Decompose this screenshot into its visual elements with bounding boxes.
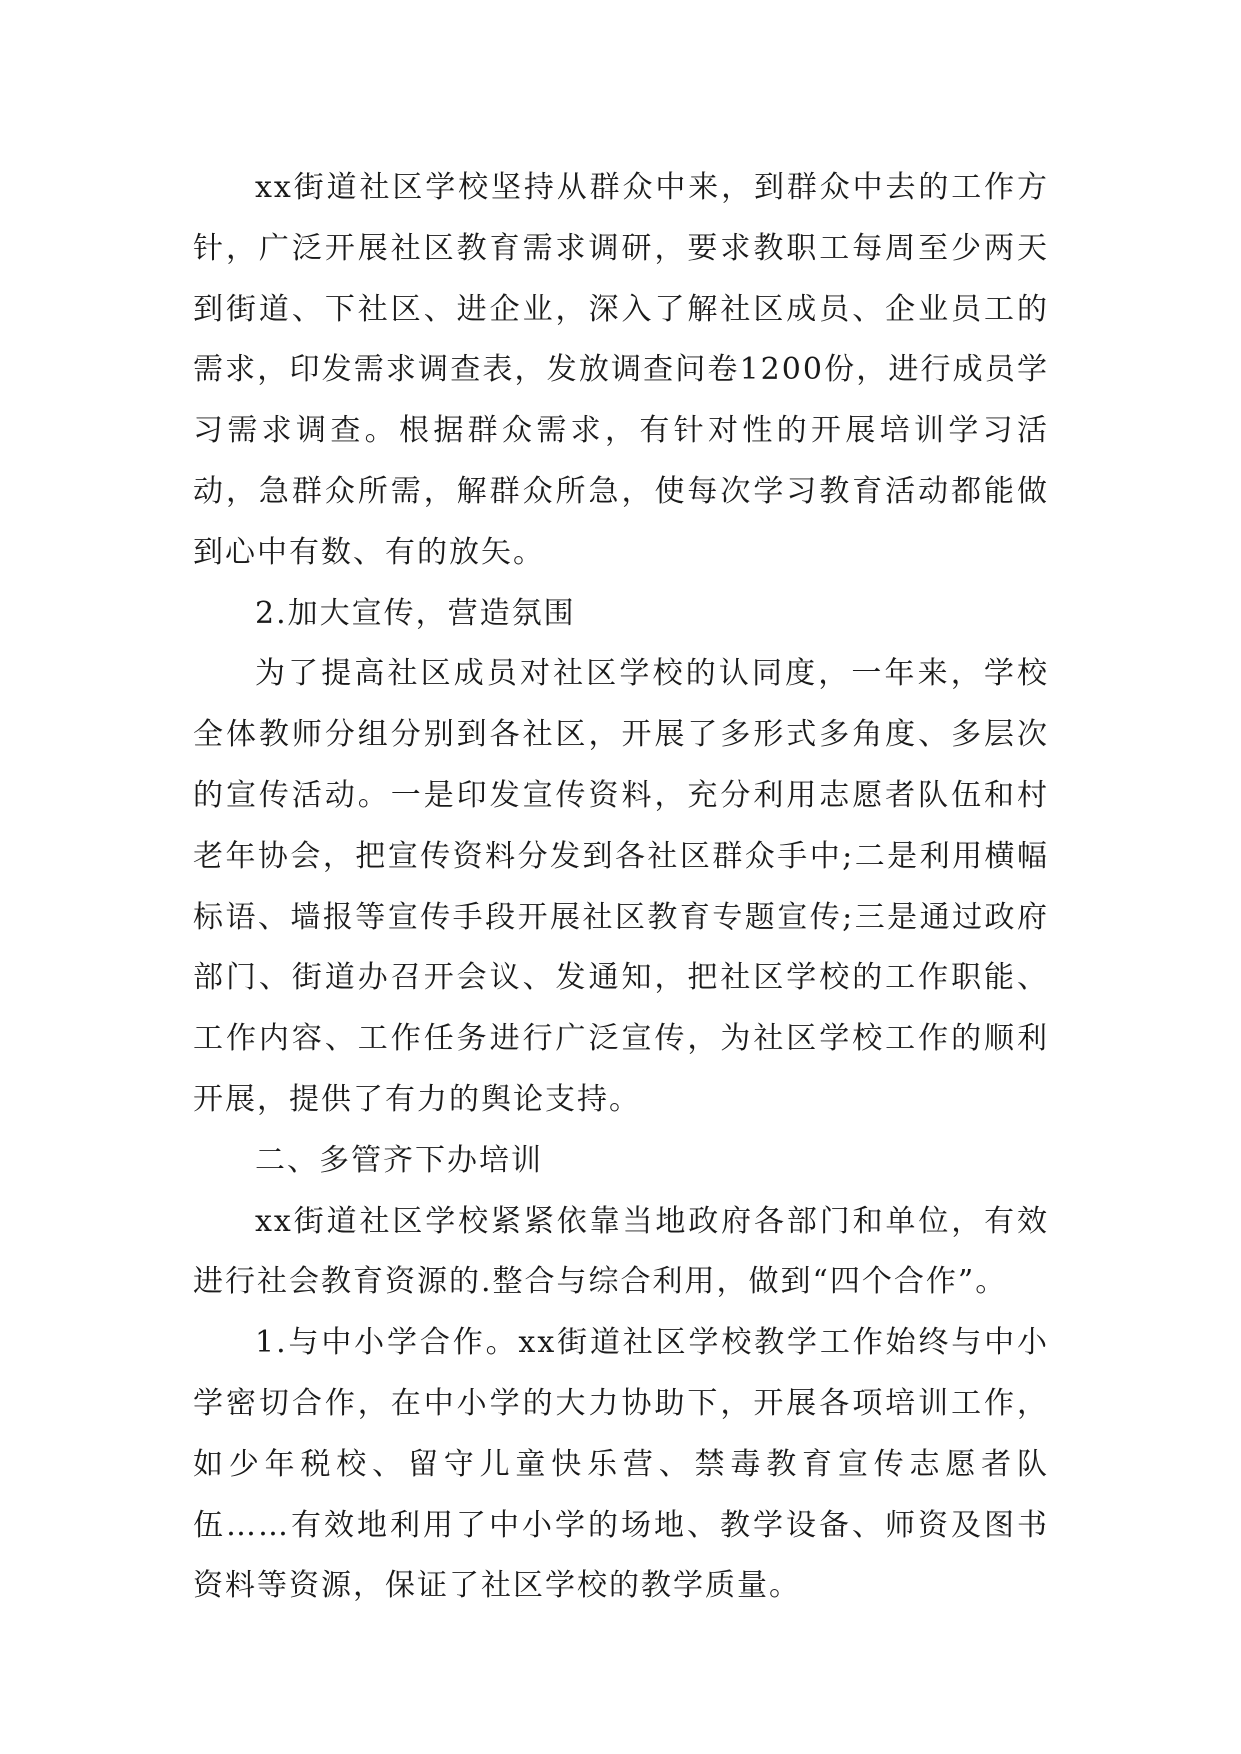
document-page — [193, 158, 1049, 1617]
section-subheading: 2.加大宣传，营造氛围 — [255, 595, 576, 631]
body-paragraph: xx街道社区学校坚持从群众中来，到群众中去的工作方针，广泛开展社区教育需求调研，要求教职工每周至少两天到街道、下社区、进企业，深入了解社区成员、企业员工的需求，印发需求调查表，发放调查问卷1200份，进行成员学习需求调查。根据群众需求，有针对性的开展培训学习活动，急群众所需，解群众所急，使每次学习教育活动都能做到心中有数、有的放矢。 — [193, 170, 1049, 570]
body-paragraph: 为了提高社区成员对社区学校的认同度，一年来，学校全体教师分组分别到各社区，开展了多形式多角度、多层次的宣传活动。一是印发宣传资料，充分利用志愿者队伍和村老年协会，把宣传资料分发到各社区群众手中;二是利用横幅标语、墙报等宣传手段开展社区教育专题宣传;三是通过政府部门、街道办召开会议、发通知，把社区学校的工作职能、工作内容、工作任务进行广泛宣传，为社区学校工作的顺利开展，提供了有力的舆论支持。 — [193, 656, 1049, 1117]
body-paragraph: 1.与中小学合作。xx街道社区学校教学工作始终与中小学密切合作，在中小学的大力协助下，开展各项培训工作，如少年税校、留守儿童快乐营、禁毒教育宣传志愿者队伍……有效地利用了中小学的场地、教学设备、师资及图书资料等资源，保证了社区学校的教学质量。 — [193, 1325, 1049, 1604]
section-heading: 二、多管齐下办培训 — [255, 1142, 543, 1178]
body-paragraph: xx街道社区学校紧紧依靠当地政府各部门和单位，有效进行社会教育资源的.整合与综合利用，做到“四个合作”。 — [193, 1203, 1049, 1300]
